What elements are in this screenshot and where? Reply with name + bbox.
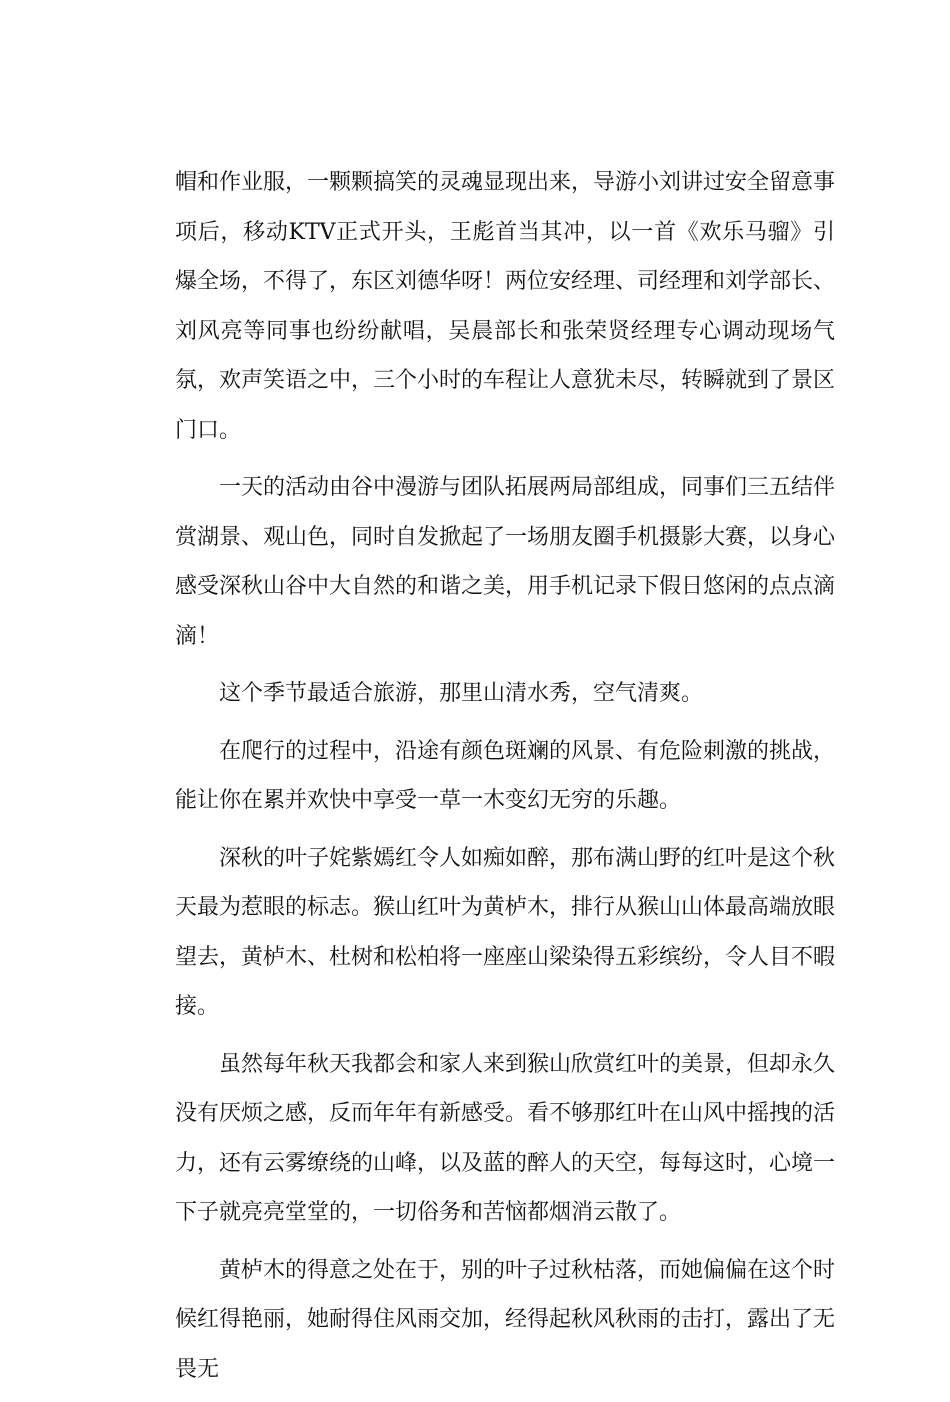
- paragraph-4: 在爬行的过程中，沿途有颜色斑斓的风景、有危险刺激的挑战，能让你在累并欢快中享受一草一木变幻无穷的乐趣。: [175, 738, 836, 813]
- paragraph-7: 黄栌木的得意之处在于，别的叶子过秋枯落，而她偏偏在这个时候红得艳丽，她耐得住风雨交加，经得起秋风秋雨的击打，露出了无畏无: [175, 1257, 836, 1382]
- paragraph-3: 这个季节最适合旅游，那里山清水秀，空气清爽。: [219, 681, 704, 706]
- paragraph-6: 虽然每年秋天我都会和家人来到猴山欣赏红叶的美景，但却永久没有厌烦之感，反而年年有新感受。看不够那红叶在山风中摇拽的活力，还有云雾缭绕的山峰，以及蓝的醉人的天空，每每这时，心境一下子就亮亮堂堂的，一切俗务和苦恼都烟消云散了。: [175, 1051, 836, 1225]
- paragraph-1: 帽和作业服，一颗颗搞笑的灵魂显现出来，导游小刘讲过安全留意事项后，移动KTV正式开头，王彪首当其冲，以一首《欢乐马骝》引爆全场，不得了，东区刘德华呀！两位安经理、司经理和刘学部长、刘风亮等同事也纷纷献唱，吴晨部长和张荣贤经理专心调动现场气氛，欢声笑语之中，三个小时的车程让人意犹未尽，转瞬就到了景区门口。: [175, 170, 836, 443]
- paragraph-2: 一天的活动由谷中漫游与团队拓展两局部组成，同事们三五结伴赏湖景、观山色，同时自发掀起了一场朋友圈手机摄影大赛，以身心感受深秋山谷中大自然的和谐之美，用手机记录下假日悠闲的点点滴滴！: [175, 475, 836, 649]
- paragraph-5: 深秋的叶子姹紫嫣红令人如痴如醉，那布满山野的红叶是这个秋天最为惹眼的标志。猴山红叶为黄栌木，排行从猴山山体最高端放眼望去，黄栌木、杜树和松柏将一座座山梁染得五彩缤纷，令人目不暇接。: [175, 845, 836, 1019]
- document-body: [175, 158, 835, 1402]
